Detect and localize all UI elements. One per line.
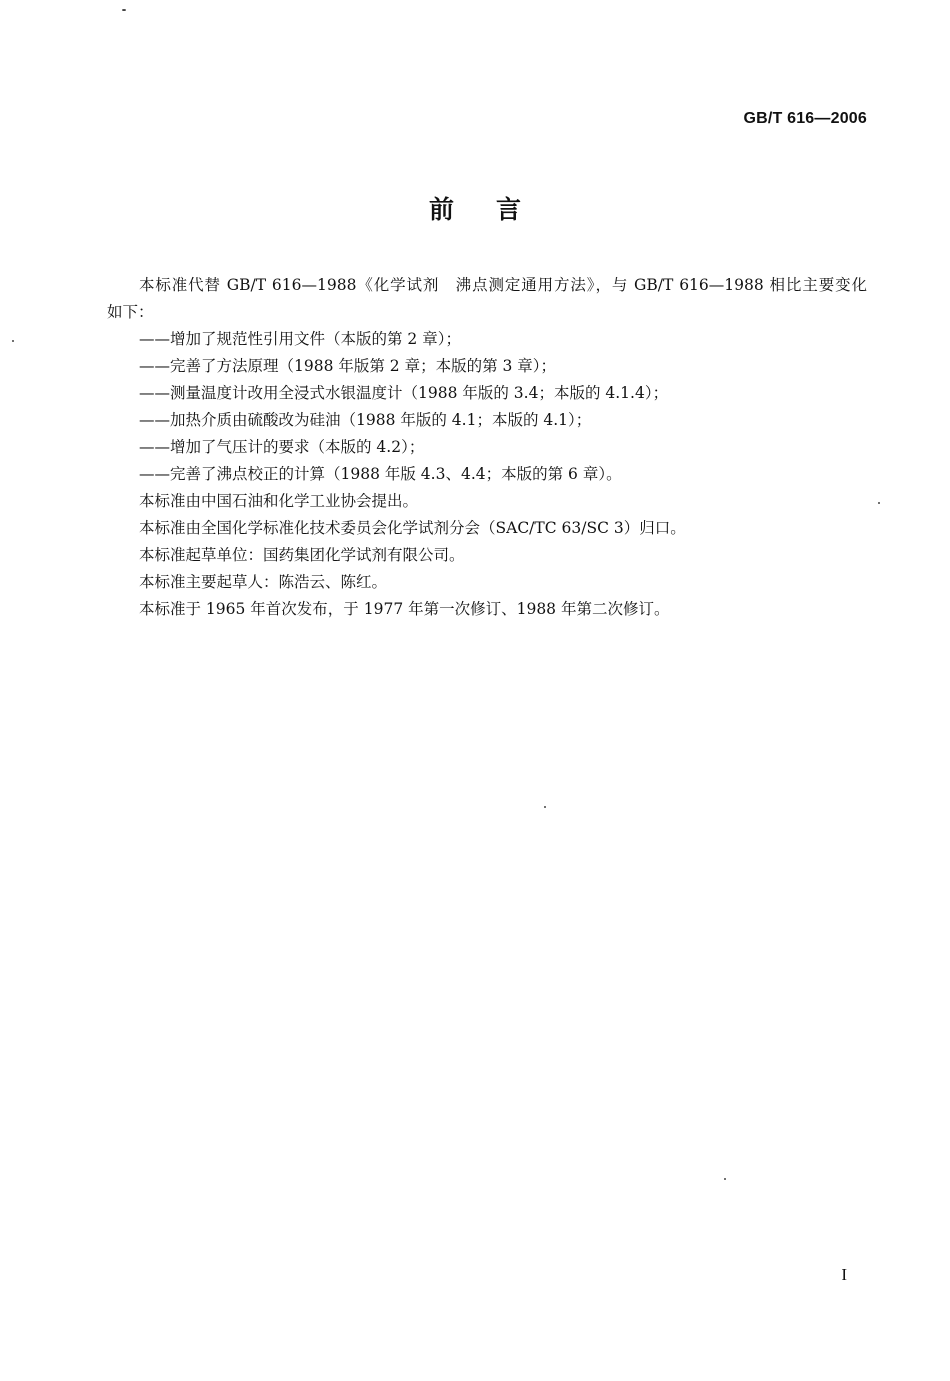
change-item: ——完善了方法原理（1988 年版第 2 章；本版的第 3 章）； xyxy=(139,357,557,375)
scan-speck xyxy=(724,1178,726,1180)
scan-speck xyxy=(878,502,880,504)
change-item: ——加热介质由硫酸改为硅油（1988 年版的 4.1；本版的 4.1）； xyxy=(139,411,592,429)
change-item: ——测量温度计改用全浸式水银温度计（1988 年版的 3.4；本版的 4.1.4）； xyxy=(139,384,669,402)
foreword-body xyxy=(107,272,867,623)
page-title: 前言 xyxy=(428,195,563,224)
intro-line-2: 如下： xyxy=(107,303,154,321)
statement-history: 本标准于 1965 年首次发布，于 1977 年第一次修订、1988 年第二次修订。 xyxy=(139,600,670,618)
change-item: ——增加了气压计的要求（本版的 4.2）； xyxy=(139,438,425,456)
page-number: I xyxy=(841,1265,847,1284)
scan-speck xyxy=(122,9,126,11)
statement-drafting-unit: 本标准起草单位：国药集团化学试剂有限公司。 xyxy=(139,546,465,564)
change-item: ——完善了沸点校正的计算（1988 年版 4.3、4.4；本版的第 6 章）。 xyxy=(139,465,622,483)
scan-speck xyxy=(12,340,14,342)
statement-committee: 本标准由全国化学标准化技术委员会化学试剂分会（SAC/TC 63/SC 3）归口。 xyxy=(139,519,686,537)
statement-proposer: 本标准由中国石油和化学工业协会提出。 xyxy=(139,492,419,510)
change-item: ——增加了规范性引用文件（本版的第 2 章）； xyxy=(139,330,461,348)
standard-number: GB/T 616—2006 xyxy=(743,110,867,127)
intro-line-1: 本标准代替 GB/T 616—1988《化学试剂 沸点测定通用方法》，与 GB/T 616—1988 相比主要变化 xyxy=(139,276,867,294)
scan-speck xyxy=(544,806,546,808)
statement-drafters: 本标准主要起草人：陈浩云、陈红。 xyxy=(139,573,388,591)
